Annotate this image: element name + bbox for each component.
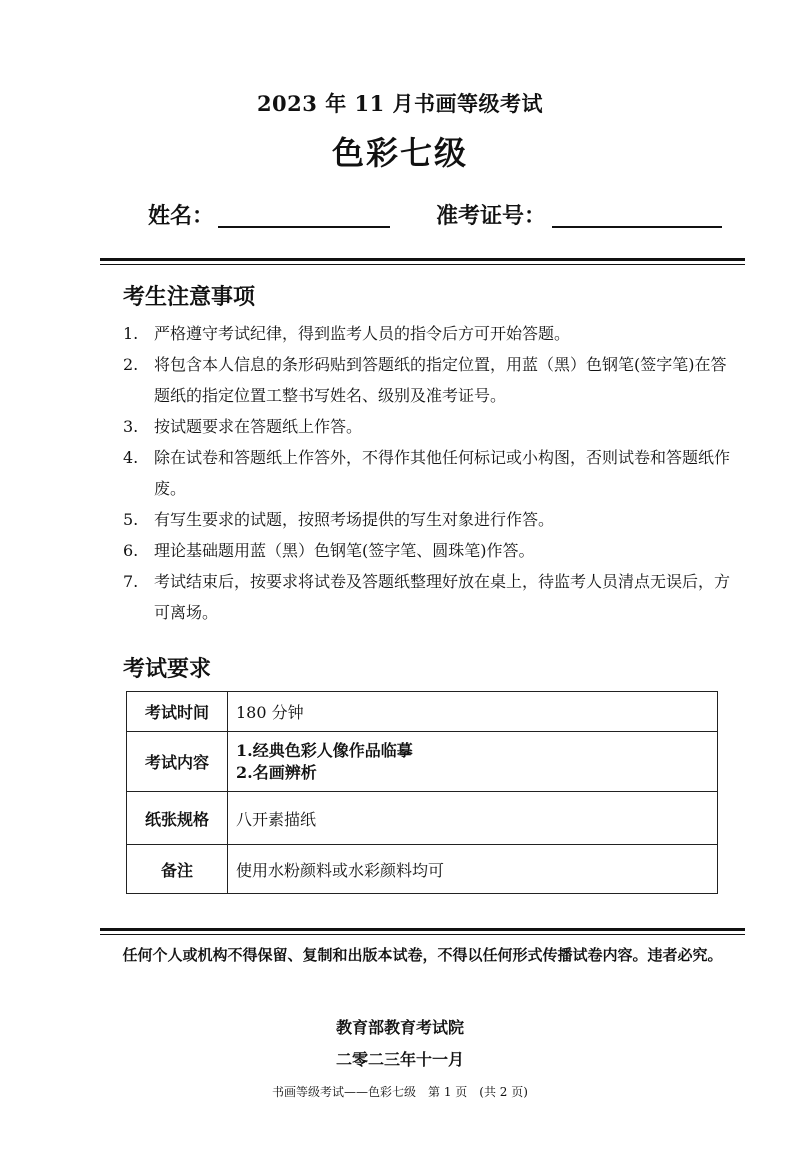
header-divider-thin xyxy=(100,264,745,265)
list-item-text: 除在试卷和答题纸上作答外，不得作其他任何标记或小构图，否则试卷和答题纸作废。 xyxy=(154,448,731,498)
list-item xyxy=(123,442,733,504)
exam-id-label: 准考证号： xyxy=(436,203,547,229)
table-row xyxy=(127,845,718,894)
name-field[interactable] xyxy=(218,226,390,228)
list-item xyxy=(123,566,733,628)
row-label-notes: 备注 xyxy=(127,845,228,894)
list-item-number: 1. xyxy=(123,324,139,343)
list-item-number: 3. xyxy=(123,417,139,436)
list-item xyxy=(123,318,733,349)
page-footer: 书画等级考试——色彩七级 第 1 页 (共 2 页) xyxy=(272,1085,528,1099)
header-divider-thick xyxy=(100,258,745,261)
row-value-time: 180 分钟 xyxy=(228,692,718,732)
copyright-warning: 任何个人或机构不得保留、复制和出版本试卷，不得以任何形式传播试卷内容。违者必究。 xyxy=(122,946,723,964)
list-item-number: 5. xyxy=(123,510,139,529)
list-item xyxy=(123,504,733,535)
list-item-text: 将包含本人信息的条形码贴到答题纸的指定位置，用蓝（黑）色钢笔(签字笔)在答题纸的指定位置工整书写姓名、级别及准考证号。 xyxy=(154,355,727,405)
footer-divider-thick xyxy=(100,928,745,931)
footer-divider-thin xyxy=(100,934,745,935)
table-row xyxy=(127,792,718,845)
exam-id-field[interactable] xyxy=(552,226,722,228)
list-item-text: 按试题要求在答题纸上作答。 xyxy=(154,417,363,436)
row-label-paper: 纸张规格 xyxy=(127,792,228,845)
list-item-text: 严格遵守考试纪律，得到监考人员的指令后方可开始答题。 xyxy=(154,324,571,343)
list-item-number: 6. xyxy=(123,541,139,560)
list-item-text: 考试结束后，按要求将试卷及答题纸整理好放在桌上，待监考人员清点无误后，方可离场。 xyxy=(154,572,731,622)
exam-title: 2023 年 11 月书画等级考试 xyxy=(256,91,544,116)
list-item-number: 7. xyxy=(123,572,139,591)
list-item-text: 有写生要求的试题，按照考场提供的写生对象进行作答。 xyxy=(154,510,555,529)
name-label: 姓名： xyxy=(148,203,215,229)
notes-list xyxy=(123,318,733,628)
content-item-1: 1.经典色彩人像作品临摹 xyxy=(236,740,413,760)
row-label-content: 考试内容 xyxy=(127,732,228,792)
table-row xyxy=(127,692,718,732)
list-item xyxy=(123,349,733,411)
issuer: 教育部教育考试院 xyxy=(335,1018,464,1037)
requirements-heading: 考试要求 xyxy=(123,656,212,682)
row-value-content xyxy=(228,732,718,792)
list-item-number: 4. xyxy=(123,448,139,467)
row-value-paper: 八开素描纸 xyxy=(228,792,718,845)
notes-heading: 考生注意事项 xyxy=(123,284,256,310)
list-item-text: 理论基础题用蓝（黑）色钢笔(签字笔、圆珠笔)作答。 xyxy=(154,541,535,560)
row-label-time: 考试时间 xyxy=(127,692,228,732)
list-item xyxy=(123,535,733,566)
list-item xyxy=(123,411,733,442)
requirements-table xyxy=(126,691,718,894)
list-item-number: 2. xyxy=(123,355,139,374)
table-row xyxy=(127,732,718,792)
row-value-notes: 使用水粉颜料或水彩颜料均可 xyxy=(228,845,718,894)
content-item-2: 2.名画辨析 xyxy=(236,762,317,782)
issue-date: 二零二三年十一月 xyxy=(335,1050,464,1069)
exam-subject: 色彩七级 xyxy=(331,134,468,172)
